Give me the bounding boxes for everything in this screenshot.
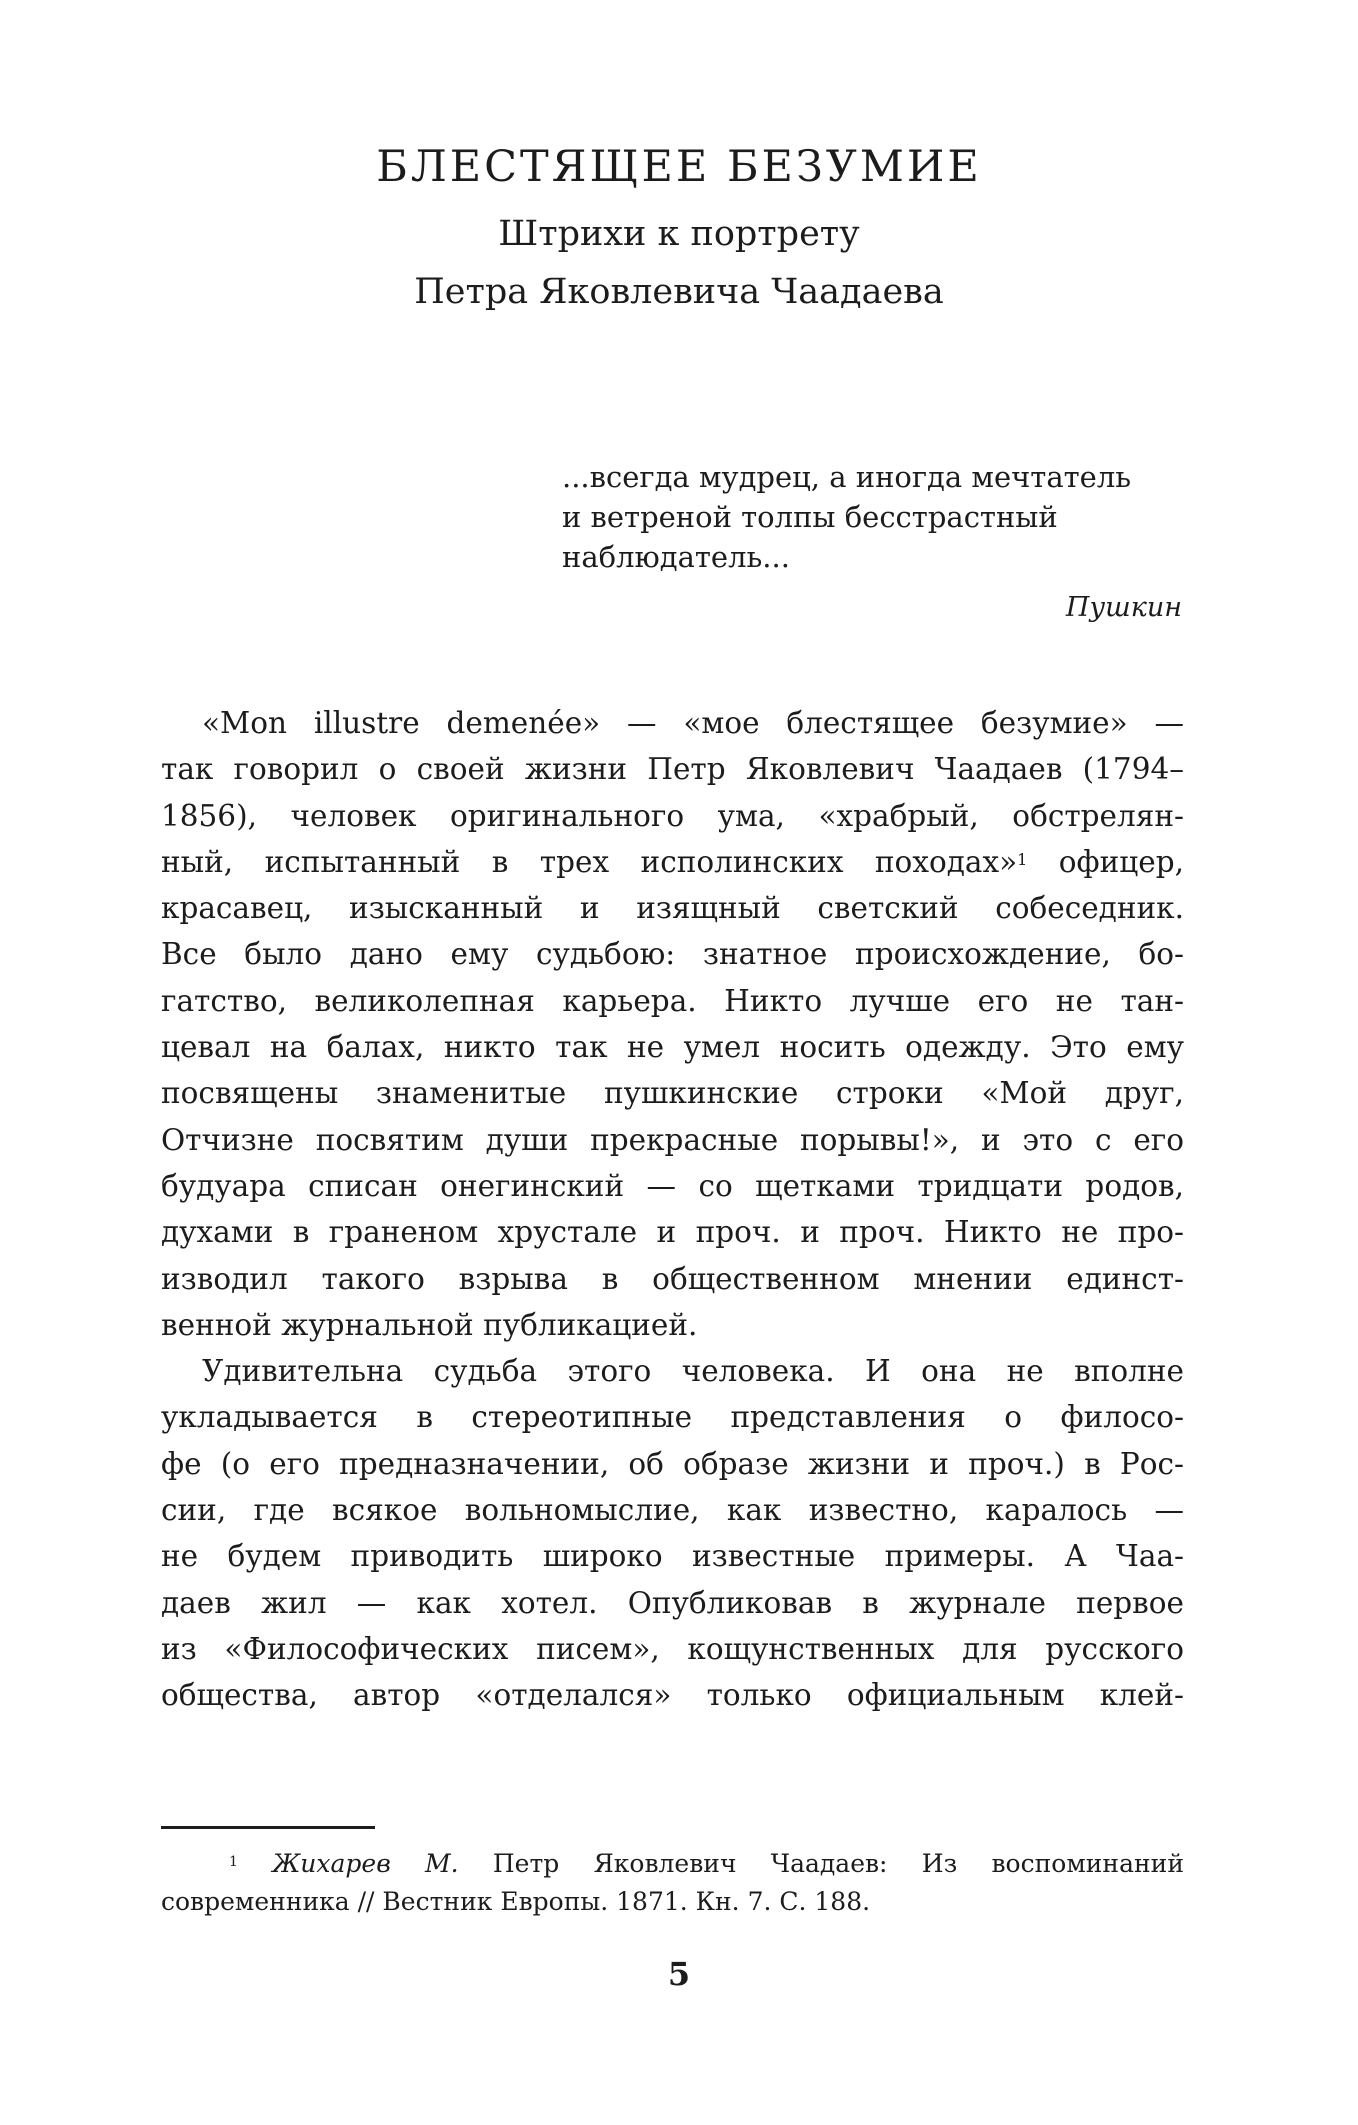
text-line: Отчизне посвятим души прекрасные порывы!», и это с его — [161, 1122, 1184, 1157]
main-text — [161, 700, 1184, 1719]
text-line: Удивительна судьба этого человека. И она не вполне — [202, 1354, 1184, 1389]
text-line: Все было дано ему судьбою: знатное происхождение, бо- — [161, 937, 1184, 972]
chapter-title: БЛЕСТЯЩЕЕ БЕЗУМИЕ — [376, 142, 982, 192]
footnote — [161, 1845, 1184, 1921]
footnote-text: Петр Яковлевич Чаадаев: Из воспоминаний — [458, 1849, 1184, 1878]
subtitle-line: Петра Яковлевича Чаадаева — [414, 272, 944, 312]
text-line: духами в граненом хрустале и проч. и проч. Никто не про- — [161, 1215, 1184, 1250]
epigraph-line: ...всегда мудрец, а иногда мечтатель — [562, 460, 1132, 494]
epigraph-author: Пушкин — [1065, 592, 1182, 623]
footnote-author: Жихарев М. — [272, 1849, 459, 1878]
text-line: общества, автор «отделался» только официальным клей- — [161, 1678, 1184, 1713]
text-line: венной журнальной публикацией. — [161, 1307, 698, 1342]
epigraph-line: наблюдатель... — [562, 540, 790, 574]
text-line: гатство, великолепная карьера. Никто лучше его не тан- — [161, 983, 1184, 1018]
text-fragment: ный, испытанный в трех исполинских походах» — [161, 844, 1018, 879]
text-line: «Mon illustre demenée» — «мое блестящее безумие» — — [202, 706, 1184, 740]
text-line: не будем приводить широко известные примеры. А Чаа- — [161, 1539, 1184, 1574]
text-line: изводил такого взрыва в общественном мнении единст- — [161, 1261, 1184, 1296]
chapter-subtitle — [0, 205, 1358, 321]
text-line: фе (о его предназначении, об образе жизни и проч.) в Рос- — [161, 1446, 1184, 1481]
text-line: посвящены знаменитые пушкинские строки «Мой друг, — [161, 1076, 1184, 1111]
text-line: даев жил — как хотел. Опубликовав в журнале первое — [161, 1585, 1184, 1620]
text-line — [161, 839, 1184, 885]
footnote-line — [161, 1845, 1184, 1883]
text-line: будуара списан онегинский — со щетками тридцати родов, — [161, 1168, 1184, 1203]
text-line: так говорил о своей жизни Петр Яковлевич Чаадаев (1794– — [161, 752, 1184, 787]
epigraph — [562, 457, 1182, 577]
footnote-reference[interactable]: 1 — [1017, 849, 1028, 869]
page-number: 5 — [667, 1955, 691, 1993]
text-line: сии, где всякое вольномыслие, как известно, каралось — — [161, 1493, 1184, 1528]
footnote-marker: 1 — [229, 1854, 238, 1870]
epigraph-line: и ветреной толпы бесстрастный — [562, 500, 1058, 534]
text-line: из «Философических писем», кощунственных для русского — [161, 1631, 1184, 1666]
subtitle-line: Штрихи к портрету — [498, 214, 860, 254]
text-line: красавец, изысканный и изящный светский собеседник. — [161, 891, 1184, 926]
text-line: укладывается в стереотипные представления о филосо- — [161, 1400, 1184, 1435]
footnote-line: современника // Вестник Европы. 1871. Кн. 7. С. 188. — [161, 1887, 871, 1916]
text-fragment: офицер, — [1027, 844, 1184, 879]
text-line: цевал на балах, никто так не умел носить одежду. Это ему — [161, 1030, 1184, 1065]
text-line: 1856), человек оригинального ума, «храбрый, обстрелян- — [161, 798, 1184, 833]
footnote-divider — [161, 1826, 375, 1829]
